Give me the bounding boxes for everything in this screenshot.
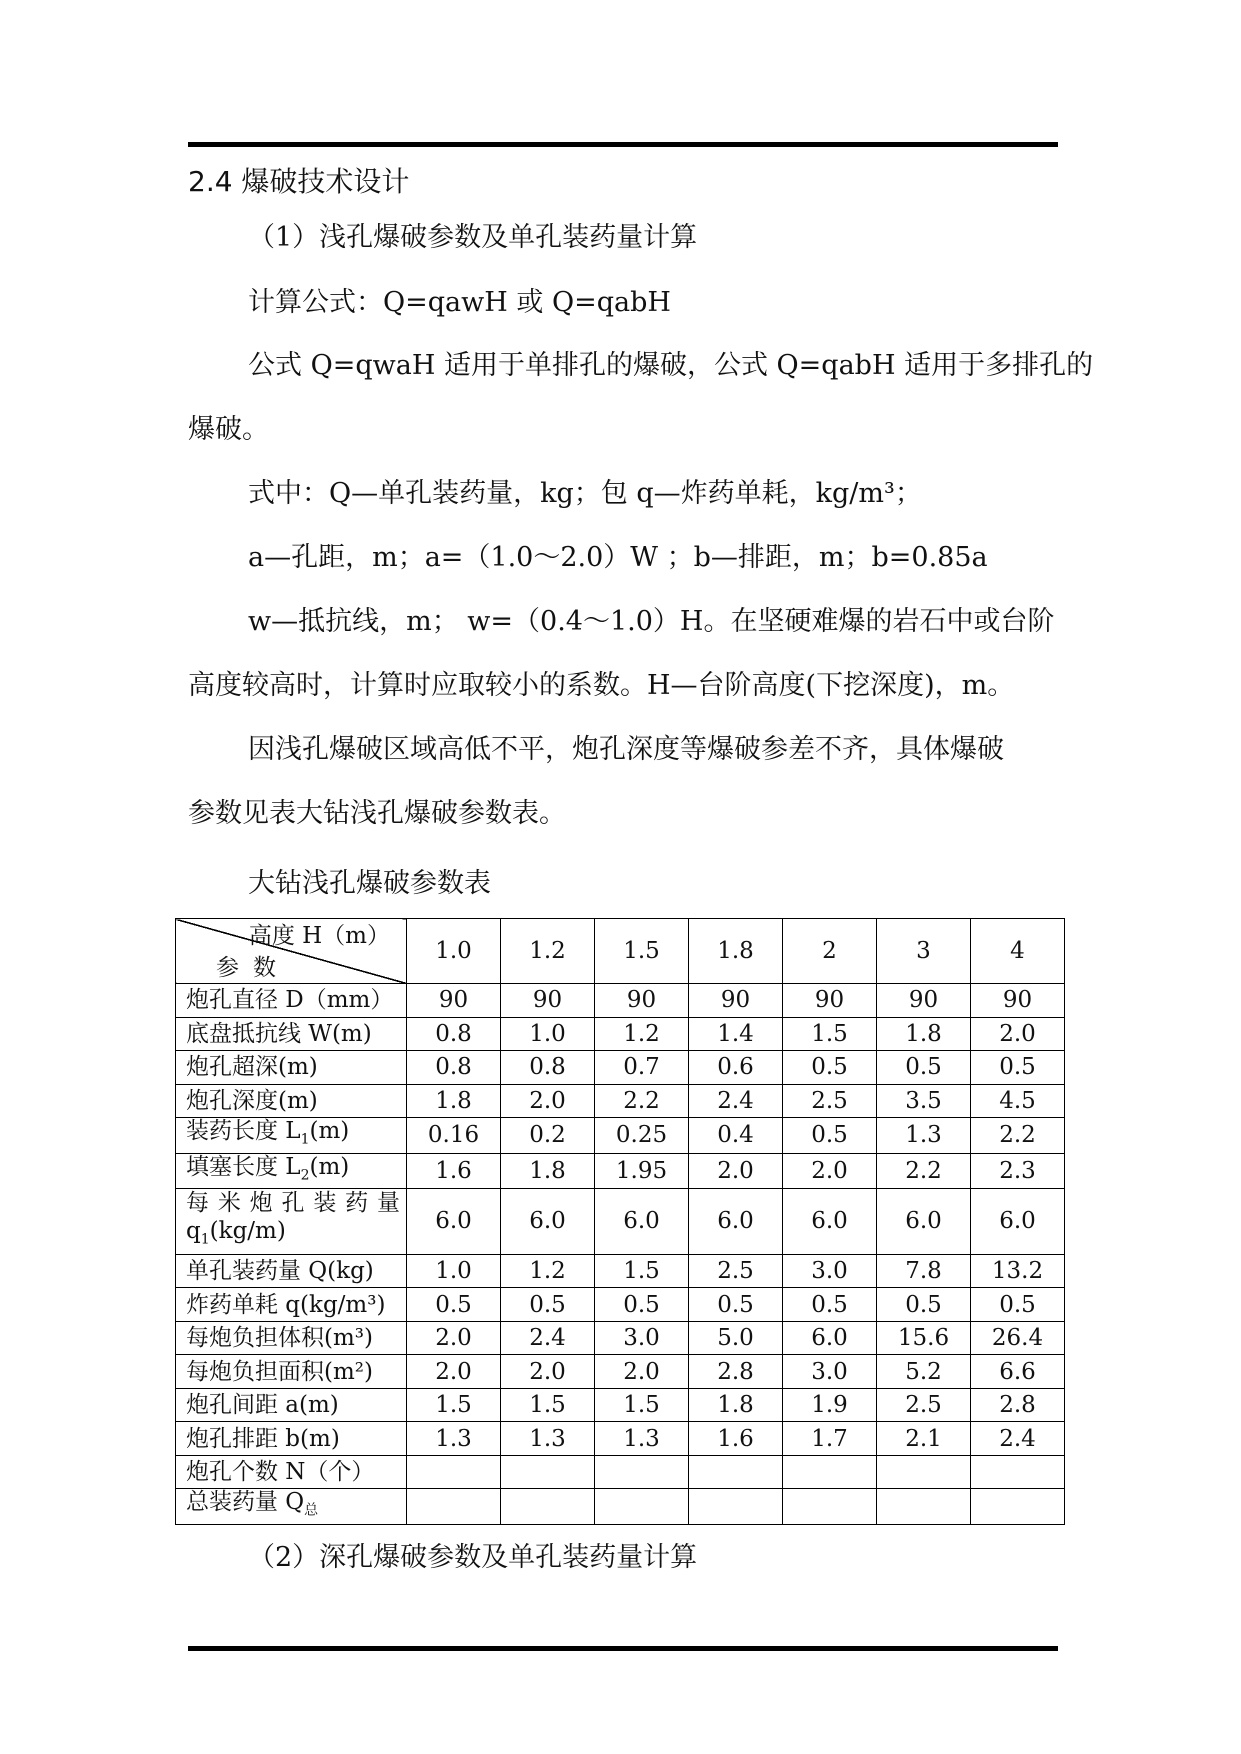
table-cell: 2.2 [877,1153,971,1189]
table-cell: 90 [877,984,971,1018]
table-cell [501,1455,595,1489]
table-cell: 90 [407,984,501,1018]
row-label: 填塞长度 $L_2(m)$ [176,1153,407,1189]
table-cell: 1.6 [407,1153,501,1189]
row-label: 炮孔间距 a(m) [176,1388,407,1422]
table-cell: 1.2 [501,1254,595,1288]
table-cell [689,1489,783,1525]
table-cell [783,1489,877,1525]
table-cell: 1.8 [689,1388,783,1422]
row-label: 炮孔超深(m) [176,1051,407,1085]
column-header: 4 [971,919,1065,984]
column-header: 1.5 [595,919,689,984]
row-label: 每炮负担面积(m²) [176,1355,407,1389]
row-label: 炮孔排距 b(m) [176,1422,407,1456]
row-label: 每炮负担体积(m³) [176,1321,407,1355]
table-cell: 1.5 [595,1388,689,1422]
table-cell: 0.5 [971,1051,1065,1085]
table-cell: 1.5 [501,1388,595,1422]
table-cell [501,1489,595,1525]
table-cell: 90 [501,984,595,1018]
table-cell: 1.6 [689,1422,783,1456]
table-cell: 15.6 [877,1321,971,1355]
table-cell [877,1455,971,1489]
table-cell: 6.0 [689,1189,783,1255]
table-row [176,1017,1065,1051]
paragraph-formula-line-2: 爆破。 [188,414,269,445]
table-cell: 1.3 [595,1422,689,1456]
table-cell: 0.5 [407,1288,501,1322]
table-cell: 2.1 [877,1422,971,1456]
table-cell: 1.5 [783,1017,877,1051]
table-cell: 1.95 [595,1153,689,1189]
table-cell: 13.2 [971,1254,1065,1288]
table-cell: 3.0 [595,1321,689,1355]
row-label: 每米炮孔装药量 $q_1(kg/m)$ [176,1189,407,1255]
column-header: 1.2 [501,919,595,984]
table-cell: 2.8 [689,1355,783,1389]
table-cell: 0.5 [783,1288,877,1322]
table-cell: 1.8 [877,1017,971,1051]
table-cell: 0.5 [689,1288,783,1322]
row-label: 单孔装药量 Q(kg) [176,1254,407,1288]
uneven-paragraph-line-1: 因浅孔爆破区域高低不平，炮孔深度等爆破参差不齐，具体爆破 [248,734,1004,765]
table-cell [595,1489,689,1525]
table-row [176,1489,1065,1525]
table-cell [407,1455,501,1489]
row-label: 炸药单耗 q(kg/m³) [176,1288,407,1322]
table-cell: 3.0 [783,1355,877,1389]
table-cell: 0.2 [501,1118,595,1154]
table-row [176,1153,1065,1189]
table-row [176,1254,1065,1288]
table-cell: 3.5 [877,1084,971,1118]
column-header: 1.0 [407,919,501,984]
table-cell: 0.7 [595,1051,689,1085]
table-cell: 2.5 [689,1254,783,1288]
table-row [176,1355,1065,1389]
table-row [176,1288,1065,1322]
table-cell: 0.8 [407,1017,501,1051]
table-cell: 0.5 [877,1288,971,1322]
table-row [176,1388,1065,1422]
table-cell: 0.4 [689,1118,783,1154]
table-cell: 4.5 [971,1084,1065,1118]
table-cell: 6.6 [971,1355,1065,1389]
table-cell: 1.5 [595,1254,689,1288]
where-line: 式中：Q—单孔装药量，kg；包 q—炸药单耗，kg/m³； [248,478,922,509]
table-cell: 1.0 [501,1017,595,1051]
table-cell: 2.5 [877,1388,971,1422]
table-cell: 2.0 [971,1017,1065,1051]
table-cell: 90 [595,984,689,1018]
table-row [176,1051,1065,1085]
table-cell: 3.0 [783,1254,877,1288]
table-cell: 2.2 [595,1084,689,1118]
w-definition-line-2: 高度较高时，计算时应取较小的系数。H—台阶高度(下挖深度)，m。 [188,670,1015,701]
table-cell: 1.0 [407,1254,501,1288]
table-cell: 2.4 [689,1084,783,1118]
row-label: 炮孔直径 D（mm） [176,984,407,1018]
table-cell: 2.0 [689,1153,783,1189]
table-cell: 2.0 [407,1355,501,1389]
table-cell: 0.25 [595,1118,689,1154]
table-row [176,984,1065,1018]
table-cell: 1.3 [501,1422,595,1456]
table-cell: 5.0 [689,1321,783,1355]
table-row [176,1321,1065,1355]
paragraph-formula-line-1: 公式 Q=qwaH 适用于单排孔的爆破，公式 Q=qabH 适用于多排孔的 [248,350,1094,381]
table-cell: 6.0 [783,1189,877,1255]
table-cell: 1.5 [407,1388,501,1422]
column-header: 2 [783,919,877,984]
section-heading: 2.4 爆破技术设计 [188,165,410,198]
table-cell [595,1455,689,1489]
formula-line: 计算公式：Q=qawH 或 Q=qabH [248,287,671,318]
table-cell [689,1455,783,1489]
table-cell [971,1489,1065,1525]
table-cell: 0.8 [501,1051,595,1085]
row-label: 炮孔个数 N（个） [176,1455,407,1489]
subsection-1-title: （1）浅孔爆破参数及单孔装药量计算 [248,222,698,253]
table-cell: 2.8 [971,1388,1065,1422]
table-cell: 6.0 [595,1189,689,1255]
table-cell: 7.8 [877,1254,971,1288]
table-cell: 1.8 [501,1153,595,1189]
table-cell: 0.5 [783,1118,877,1154]
table-header-row [176,919,1065,984]
table-cell: 2.0 [501,1084,595,1118]
table-cell [971,1455,1065,1489]
table-cell: 2.3 [971,1153,1065,1189]
w-definition-line-1: w—抵抗线，m； w=（0.4～1.0）H。在坚硬难爆的岩石中或台阶 [248,606,1055,637]
table-cell: 0.5 [501,1288,595,1322]
table-cell: 90 [689,984,783,1018]
table-cell: 5.2 [877,1355,971,1389]
header-rule [188,142,1058,147]
column-header: 3 [877,919,971,984]
table-cell: 6.0 [971,1189,1065,1255]
row-label: 炮孔深度(m) [176,1084,407,1118]
table-cell: 90 [971,984,1065,1018]
table-cell [783,1455,877,1489]
table-cell: 26.4 [971,1321,1065,1355]
table-cell: 0.5 [783,1051,877,1085]
table-cell: 2.4 [501,1321,595,1355]
table-corner-cell [176,919,407,984]
table-cell: 2.0 [501,1355,595,1389]
table-cell: 1.2 [595,1017,689,1051]
table-row [176,1455,1065,1489]
subsection-2-title: （2）深孔爆破参数及单孔装药量计算 [248,1542,698,1573]
table-cell: 2.5 [783,1084,877,1118]
table-row [176,1118,1065,1154]
corner-height-label: 高度 H（m） [248,923,390,949]
table-cell: 0.5 [595,1288,689,1322]
table-cell: 2.4 [971,1422,1065,1456]
uneven-paragraph-line-2: 参数见表大钻浅孔爆破参数表。 [188,798,566,829]
table-cell: 90 [783,984,877,1018]
table-cell: 2.0 [783,1153,877,1189]
row-label: 装药长度 $L_1(m)$ [176,1118,407,1154]
table-cell: 0.16 [407,1118,501,1154]
table-title: 大钻浅孔爆破参数表 [248,868,491,899]
a-b-definition-line: a—孔距，m；a=（1.0～2.0）W ；b—排距，m；b=0.85a [248,542,988,573]
table-cell: 1.3 [877,1118,971,1154]
table-cell: 1.9 [783,1388,877,1422]
table-cell: 0.8 [407,1051,501,1085]
table-cell: 6.0 [783,1321,877,1355]
corner-parameter-label: 参数 [216,955,290,981]
table-cell: 6.0 [501,1189,595,1255]
table-cell [407,1489,501,1525]
table-cell: 1.4 [689,1017,783,1051]
row-label: 底盘抵抗线 W(m) [176,1017,407,1051]
table-cell: 1.8 [407,1084,501,1118]
column-header: 1.8 [689,919,783,984]
blasting-parameters-table [175,918,1065,1525]
table-cell: 0.6 [689,1051,783,1085]
table-cell: 0.5 [877,1051,971,1085]
table-cell: 2.0 [595,1355,689,1389]
table-cell: 6.0 [877,1189,971,1255]
table-cell: 2.0 [407,1321,501,1355]
table-row [176,1422,1065,1456]
table-row [176,1084,1065,1118]
table-cell: 1.3 [407,1422,501,1456]
row-label: 总装药量 $Q_总$ [176,1489,407,1525]
table-cell: 2.2 [971,1118,1065,1154]
table-cell: 1.7 [783,1422,877,1456]
table-cell: 6.0 [407,1189,501,1255]
table-row [176,1189,1065,1255]
footer-rule [188,1646,1058,1651]
table-cell: 0.5 [971,1288,1065,1322]
table-cell [877,1489,971,1525]
